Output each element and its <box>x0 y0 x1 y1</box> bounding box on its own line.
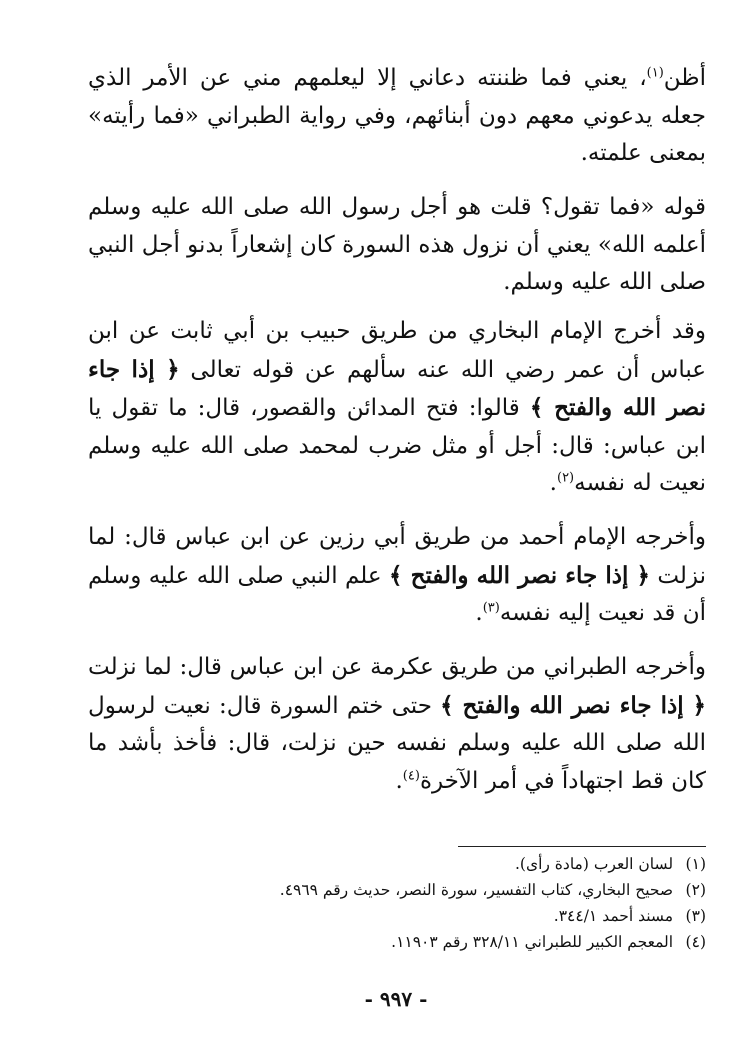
paragraph-text: . <box>395 767 403 794</box>
footnote-reference: (٢) <box>556 470 575 486</box>
paragraph-text: قالوا: فتح المدائن والقصور، قال: ما تقول يا ابن عباس: قال: أجل أو مثل ضرب لمحمد صلى الله عليه وسلم نعيت له نفسه <box>88 395 706 496</box>
paragraph-text: أظن <box>663 65 706 91</box>
quran-verse: ﴿ إذا جاء نصر الله والفتح ﴾ <box>389 561 650 589</box>
paragraph-5 <box>88 649 706 800</box>
footnote-number: (١) <box>685 855 706 873</box>
document-page <box>86 0 706 1057</box>
paragraph-text: حتى ختم السورة قال: نعيت لرسول الله صلى الله عليه وسلم نفسه حين نزلت، قال: فأخذ بأشد ما كان قط اجتهاداً في أمر الآخرة <box>88 692 706 794</box>
footnote-number: (٣) <box>685 907 706 925</box>
paragraph-text: علم النبي صلى الله عليه وسلم أن قد نعيت إليه نفسه <box>88 562 706 626</box>
footnote <box>106 929 706 955</box>
paragraph-3 <box>88 313 706 503</box>
paragraph-2 <box>88 189 706 302</box>
footnote <box>106 877 706 903</box>
footnote-separator <box>458 846 706 847</box>
footnote-reference: (٣) <box>482 600 500 616</box>
quran-verse: ﴿ إذا جاء نصر الله والفتح ﴾ <box>440 691 706 719</box>
footnote-text: مسند أحمد ٣٤٤/١. <box>553 907 674 925</box>
paragraph-text: قوله «فما تقول؟ قلت هو أجل رسول الله صلى الله عليه وسلم أعلمه الله» يعني أن نزول هذه السورة كان إشعاراً بدنو أجل النبي صلى الله عليه وسلم. <box>88 194 706 295</box>
footnote-number: (٢) <box>685 881 706 899</box>
paragraph-text: . <box>549 470 557 496</box>
footnote-reference: (١) <box>646 65 664 81</box>
quran-verse: ﴿ إذا جاء نصر الله والفتح ﴾ <box>88 355 706 421</box>
paragraph-text: وقد أخرج الإمام البخاري من طريق حبيب بن أبي ثابت عن ابن عباس أن عمر رضي الله عنه سألهم عن قوله تعالى <box>88 318 706 383</box>
footnote-reference: (٤) <box>402 767 420 783</box>
footnote-text: لسان العرب (مادة رأى). <box>514 855 674 873</box>
footnote <box>106 903 706 929</box>
footnote-number: (٤) <box>685 933 706 951</box>
footnote <box>106 851 706 877</box>
page-number: - ٩٩٧ - <box>364 987 428 1011</box>
paragraph-text: وأخرجه الطبراني من طريق عكرمة عن ابن عباس قال: لما نزلت <box>88 654 706 680</box>
paragraph-4 <box>88 519 706 633</box>
footnotes-list <box>106 851 706 955</box>
paragraph-1 <box>88 60 706 173</box>
footnote-text: صحيح البخاري، كتاب التفسير، سورة النصر، حديث رقم ٤٩٦٩. <box>279 881 674 899</box>
paragraph-text: وأخرجه الإمام أحمد من طريق أبي رزين عن ابن عباس قال: لما نزلت <box>88 524 707 589</box>
footnote-text: المعجم الكبير للطبراني ٣٢٨/١١ رقم ١١٩٠٣. <box>391 933 674 951</box>
paragraph-text: ، يعني فما ظننته دعاني إلا ليعلمهم مني عن الأمر الذي جعله يدعوني معهم دون أبنائهم، وفي رواية الطبراني «فما رأيته» بمعنى علمته. <box>88 65 706 166</box>
paragraph-text: . <box>475 600 483 626</box>
